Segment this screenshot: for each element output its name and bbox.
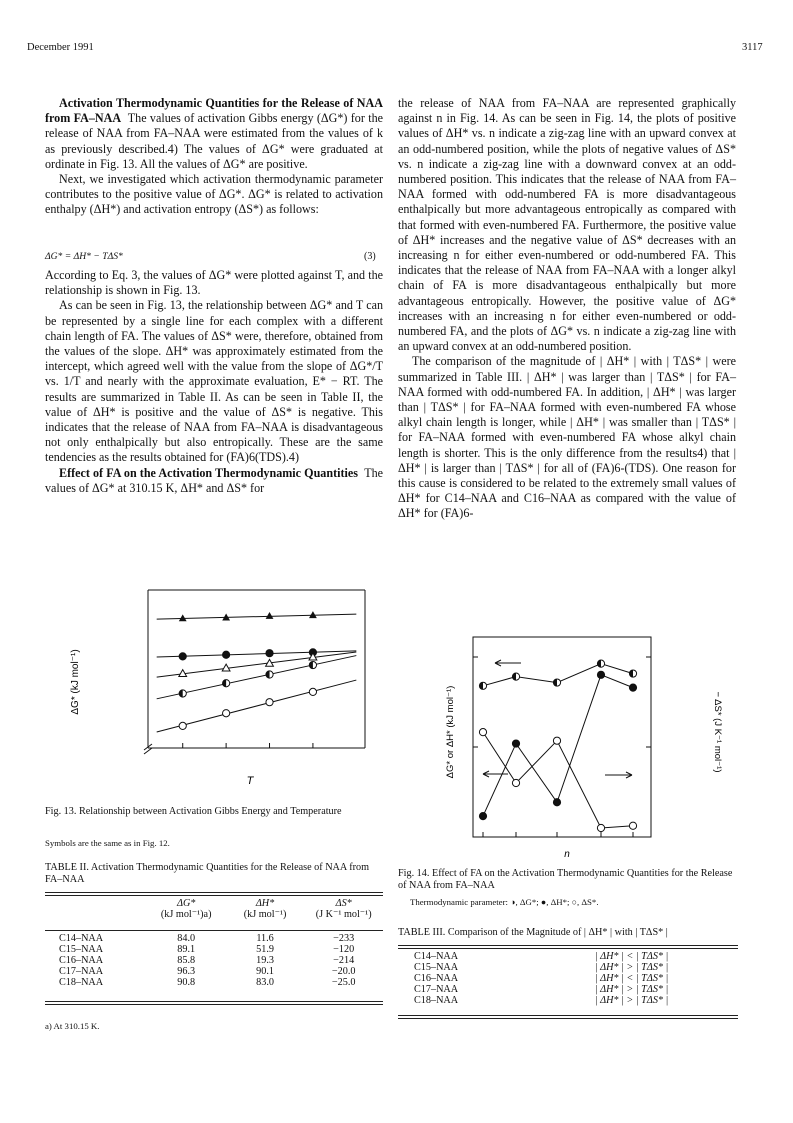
table-3-cell: C17–NAA: [414, 984, 459, 995]
table-3-row: [398, 973, 738, 984]
paragraph-6: the release of NAA from FA–NAA are represented graphically against n in Fig. 14. As can be seen in Fig. 14, the plots of positive values of ΔH* vs. n indicate a zig-zag line with an upward convex at an odd-numbered position, while the plots of negative values of ΔS* vs. n indicate a zig-zag line with a downward convex at an odd-numbered position. This indicates that the release of NAA from FA–NAA formed with odd-numbered FA is more disadvantageous enthalpically but more advantageous entropically as compared with that formed with even-numbered FA. Furthermore, the positive value of ΔH* increases and the negative value of ΔS* decreases with an increasing n for either even-numbered or odd-numbered FA. This indicates that the release of NAA from FA–NAA with a longer alkyl chain of FA is more disadvantageous enthalpically but more advantageous entropically. However, the positive value of ΔG* increases with an increasing n for either even-numbered or odd-numbered FA, and the plots of ΔG* vs. n indicate a zig-zag line with an upward convex at an odd-numbered position.: [398, 96, 736, 354]
table-3: [398, 951, 738, 1006]
fig14-point-s2: [597, 824, 604, 831]
table-2-footnote: a) At 310.15 K.: [45, 1021, 100, 1031]
fig14-y-label-right: − ΔS* (J K⁻¹ mol⁻¹): [712, 691, 723, 773]
table-2-cell: −214: [333, 955, 355, 966]
fig14-point-s2: [479, 729, 486, 736]
table-2: [45, 898, 383, 988]
fig13-point-s4: [309, 688, 316, 695]
figure-14-chart: [395, 620, 740, 860]
fig14-point-s2: [629, 822, 636, 829]
figure-13-chart: [60, 560, 380, 785]
table-3-top-rule: [398, 945, 738, 949]
fig14-point-s1: [479, 813, 486, 820]
table-2-header-row: [45, 898, 383, 909]
table-2-cell: C17–NAA: [59, 966, 104, 977]
fig14-point-s0: [553, 679, 560, 686]
fig13-point-s0: [266, 612, 274, 619]
table-3-cell: C15–NAA: [414, 962, 459, 973]
table-2-cell: 96.3: [177, 966, 196, 977]
table-2-cell: −120: [333, 944, 355, 955]
paragraph-1: The values of activation Gibbs energy (ΔG*) for the release of NAA from FA–NAA were estimated from the values of k as previously described.4) The values of ΔG* were graduated at ordinate in Fig. 13. All the values of ΔG* are positive.: [45, 111, 383, 171]
fig13-point-s4: [223, 710, 230, 717]
left-column-top: [45, 96, 383, 218]
paragraph-7: The comparison of the magnitude of | ΔH* | with | TΔS* | were summarized in Table III. | ΔH* | was larger than | TΔS* | for FA–NAA formed with odd-numbered FA. In addition, | ΔH* | was larger than | TΔS* | for FA–NAA formed with even-numbered FA whose alkyl chain length is longer, while | ΔH* | was smaller than | TΔS* | for FA–NAA formed with even-numbered FA whose alkyl chain length is shorter. This is the only difference from the results4) that | ΔH* | is larger than | TΔS* | for all of (FA)6-(TDS). One reason for this cause is considered to be related to the extremely small values of ΔH* for C14–NAA and C16–NAA as compared with the value of ΔH* for (FA)6-: [398, 354, 736, 521]
fig13-fit-line-0: [157, 614, 357, 619]
fig14-point-s1: [512, 740, 519, 747]
fig14-x-label: n: [564, 849, 570, 860]
table-3-cell: | ΔH* | > | TΔS* |: [594, 962, 669, 973]
figure-13-note: Symbols are the same as in Fig. 12.: [45, 838, 170, 848]
table-2-row: [45, 930, 383, 944]
fig13-point-s1: [179, 653, 186, 660]
fig13-point-s1: [223, 651, 230, 658]
fig14-arrow-dh: [483, 771, 508, 777]
table-2-unit: [45, 909, 147, 930]
table-2-row: [45, 955, 383, 966]
table-2-cell: 90.8: [177, 977, 196, 988]
table-2-header: [45, 898, 147, 909]
table-2-units-row: [45, 909, 383, 930]
fig14-frame: [473, 637, 651, 837]
table-2-unit: (kJ mol⁻¹)a): [160, 909, 212, 920]
table-2-top-rule: [45, 892, 383, 896]
table-2-bottom-rule: [45, 1001, 383, 1005]
table-3-cell: C14–NAA: [414, 951, 459, 962]
equation-3: ΔG* = ΔH* − TΔS*: [45, 251, 123, 262]
fig13-fit-line-4: [157, 680, 357, 732]
fig14-point-s2: [553, 737, 560, 744]
table-3-cell: C16–NAA: [414, 973, 459, 984]
equation-number: (3): [364, 251, 376, 262]
fig13-point-s4: [179, 722, 186, 729]
running-header-date: December 1991: [27, 42, 94, 53]
paragraph-4: As can be seen in Fig. 13, the relationship between ΔG* and T can be represented by a single line for each complex with a different chain length of FA. The values of ΔS* were, therefore, obtained from the values of the slope. ΔH* was approximately estimated from the intercept, which agreed well with the value from the slope of ΔG*/T vs. 1/T and nearly with the approximate evaluation, E* − RT. The results are summarized in Table II. As can be seen in Table II, the value of ΔH* is positive and the value of ΔS* is negative. This indicates that the release of NAA from FA–NAA is disadvantageous not only enthalpically but also entropically. These are the same tendencies as the results obtained for (FA)6(TDS).4): [45, 298, 383, 465]
table-2-title: TABLE II. Activation Thermodynamic Quantities for the Release of NAA from FA–NAA: [45, 862, 370, 885]
table-3-row: [398, 962, 738, 973]
fig13-point-s0: [179, 614, 187, 621]
right-column: [398, 96, 736, 522]
paragraph-3: According to Eq. 3, the values of ΔG* were plotted against T, and the relationship is shown in Fig. 13.: [45, 268, 383, 298]
table-3-title: TABLE III. Comparison of the Magnitude of | ΔH* | with | TΔS* |: [398, 927, 668, 938]
table-3-cell: | ΔH* | < | TΔS* |: [594, 973, 669, 984]
table-2-cell: C14–NAA: [59, 933, 104, 944]
fig13-point-s0: [309, 611, 317, 618]
section-heading-effect-of-fa: Effect of FA on the Activation Thermodynamic Quantities: [59, 465, 358, 480]
fig13-x-label: T: [246, 775, 254, 785]
table-2-cell: 84.0: [177, 933, 196, 944]
fig14-y-label-left: ΔG* or ΔH* (kJ mol⁻¹): [445, 685, 456, 779]
table-3-row: [398, 951, 738, 962]
fig13-point-s4: [266, 699, 273, 706]
paragraph-2: Next, we investigated which activation thermodynamic parameter contributes to the positive value of ΔG*. ΔG* is related to activation enthalpy (ΔH*) and activation entropy (ΔS*) as follows:: [45, 172, 383, 217]
section-heading-activation: Activation Thermodynamic Quantities for the Release of NAA from FA–NAA: [45, 96, 383, 126]
fig14-arrow-ds: [605, 772, 632, 778]
table-2-cell: 19.3: [256, 955, 274, 966]
fig13-y-label: ΔG* (kJ mol⁻¹): [70, 649, 81, 715]
table-3-cell: C18–NAA: [414, 995, 459, 1006]
table-3-bottom-rule: [398, 1015, 738, 1019]
fig13-point-s3: [223, 680, 230, 687]
fig14-point-s0: [479, 682, 486, 689]
fig14-point-s2: [512, 779, 519, 786]
fig14-point-s1: [629, 684, 636, 691]
fig14-series-line-1: [483, 675, 633, 816]
table-2-cell: 51.9: [256, 944, 274, 955]
table-2-cell: −233: [333, 933, 355, 944]
table-3-cell: | ΔH* | > | TΔS* |: [594, 995, 669, 1006]
fig13-point-s3: [309, 661, 316, 668]
fig13-point-s3: [266, 671, 273, 678]
table-2-cell: C15–NAA: [59, 944, 104, 955]
table-2-cell: C16–NAA: [59, 955, 104, 966]
table-2-cell: C18–NAA: [59, 977, 104, 988]
table-3-row: [398, 995, 738, 1006]
fig14-point-s0: [512, 673, 519, 680]
table-2-header: ΔH*: [255, 898, 275, 909]
table-2-row: [45, 944, 383, 955]
fig14-point-s0: [597, 660, 604, 667]
table-2-cell: 11.6: [256, 933, 274, 944]
fig14-point-s0: [629, 670, 636, 677]
table-2-row: [45, 977, 383, 988]
fig14-series-line-2: [483, 732, 633, 828]
fig14-arrow-dg: [495, 660, 521, 666]
figure-13-caption: Fig. 13. Relationship between Activation Gibbs Energy and Temperature: [45, 806, 342, 817]
figure-14-caption: Fig. 14. Effect of FA on the Activation Thermodynamic Quantities for the Release of NAA from FA–NAA: [398, 868, 733, 891]
figure-14-note: Thermodynamic parameter: ◑, ΔG*; ●, ΔH*; ○, ΔS*.: [410, 897, 599, 907]
table-3-cell: | ΔH* | < | TΔS* |: [594, 951, 669, 962]
table-2-row: [45, 966, 383, 977]
table-2-cell: 90.1: [256, 966, 274, 977]
page-number: 3117: [742, 42, 763, 53]
fig14-point-s1: [553, 799, 560, 806]
fig13-point-s1: [266, 650, 273, 657]
table-3-cell: | ΔH* | > | TΔS* |: [594, 984, 669, 995]
left-column-bottom: [45, 268, 383, 496]
table-3-row: [398, 984, 738, 995]
table-2-cell: −25.0: [331, 977, 356, 988]
table-2-header: ΔS*: [335, 898, 352, 909]
fig13-point-s3: [179, 690, 186, 697]
table-2-unit: (kJ mol⁻¹): [243, 909, 287, 920]
paragraph-5: The values of ΔG* at 310.15 K, ΔH* and ΔS* for: [45, 465, 383, 495]
table-2-header: ΔG*: [176, 898, 196, 909]
table-2-unit: (J K⁻¹ mol⁻¹): [315, 909, 372, 920]
fig14-point-s1: [597, 671, 604, 678]
table-2-cell: 83.0: [256, 977, 274, 988]
table-2-cell: 89.1: [177, 944, 196, 955]
table-2-cell: 85.8: [177, 955, 196, 966]
table-2-cell: −20.0: [331, 966, 356, 977]
